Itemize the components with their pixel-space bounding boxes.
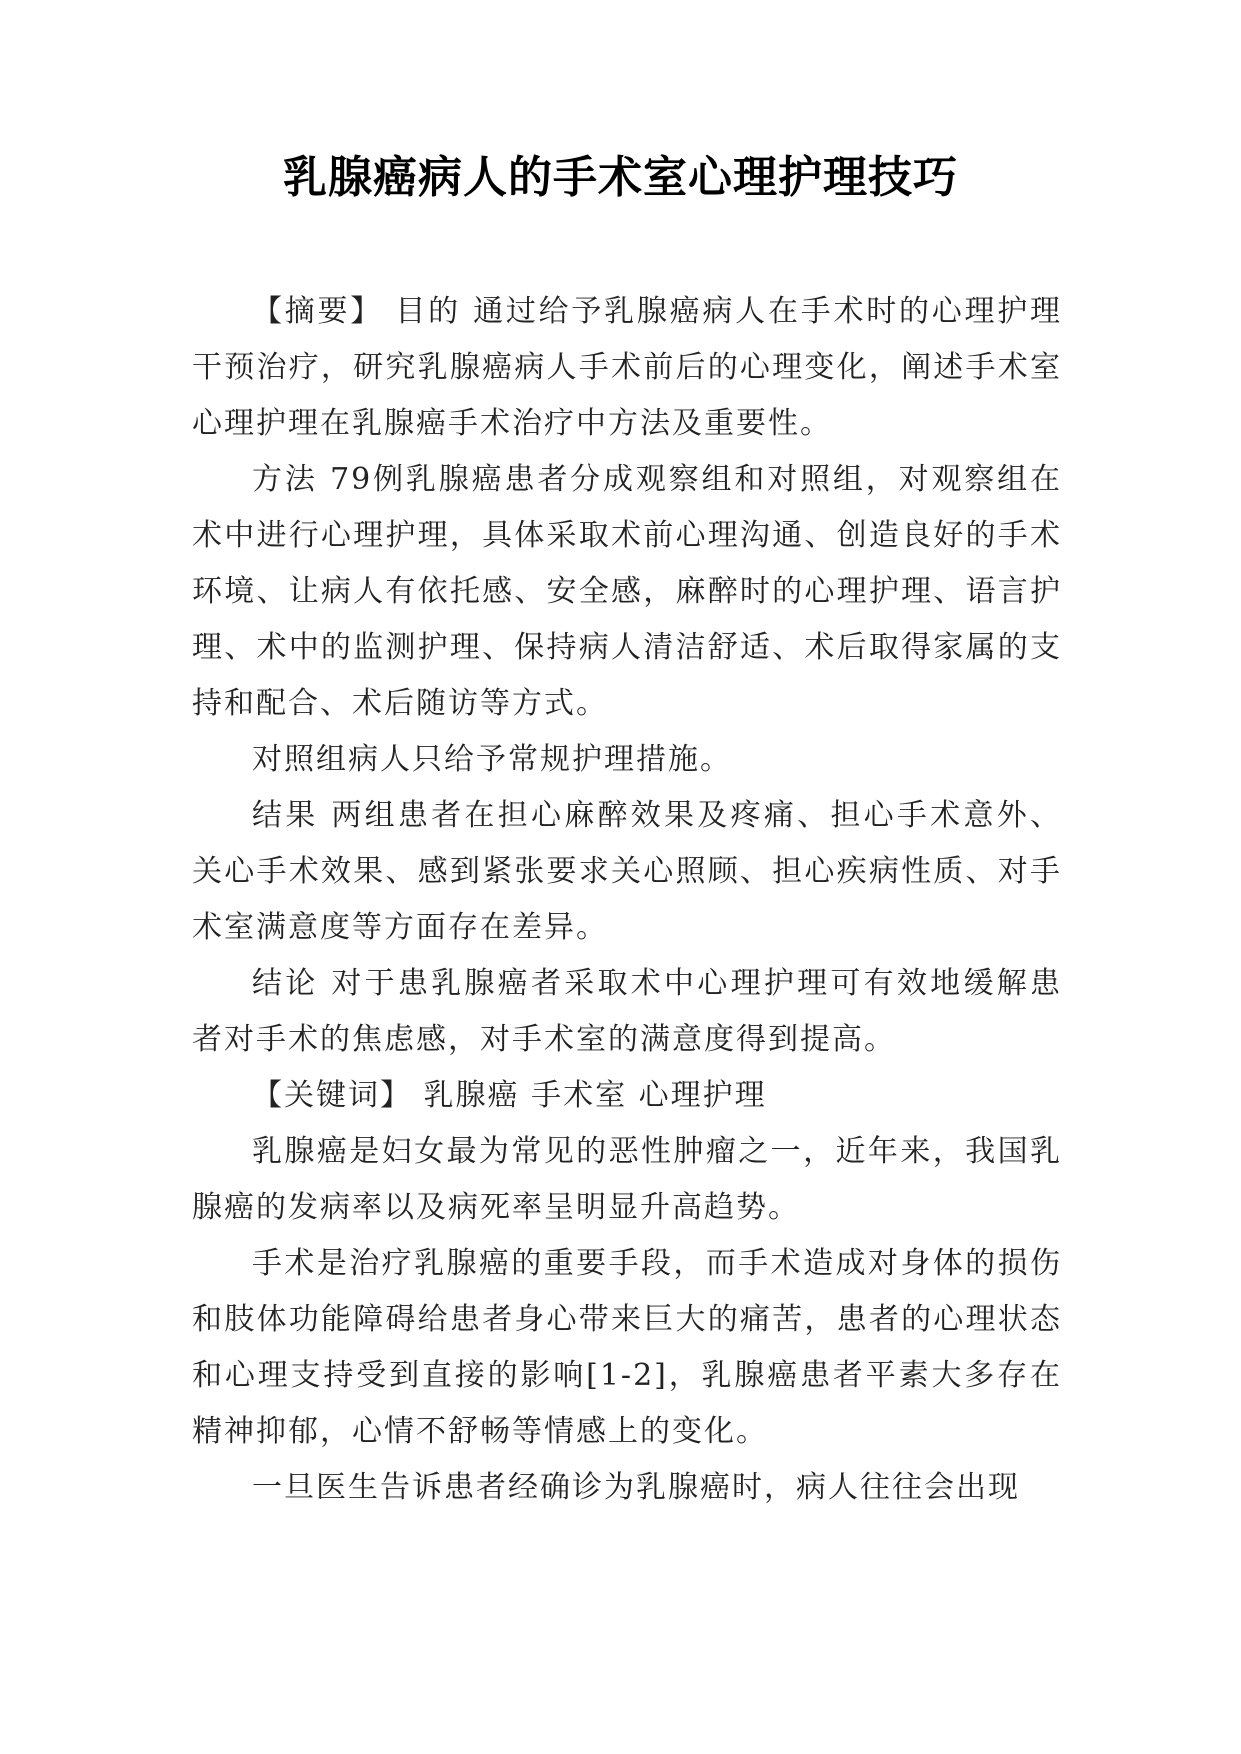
diagnosis-paragraph: 一旦医生告诉患者经确诊为乳腺癌时，病人往往会出现	[252, 1470, 1020, 1505]
intro-paragraph: 乳腺癌是妇女最为常见的恶性肿瘤之一，近年来，我国乳腺癌的发病率以及病死率呈明显升高趋势。	[192, 1134, 1062, 1225]
results-paragraph: 结果 两组患者在担心麻醉效果及疼痛、担心手术意外、关心手术效果、感到紧张要求关心照顾、担心疾病性质、对手术室满意度等方面存在差异。	[192, 798, 1062, 945]
document-title: 乳腺癌病人的手术室心理护理技巧	[283, 152, 958, 203]
control-group-paragraph: 对照组病人只给予常规护理措施。	[252, 742, 732, 777]
abstract-paragraph: 【摘要】 目的 通过给予乳腺癌病人在手术时的心理护理干预治疗，研究乳腺癌病人手术前后的心理变化，阐述手术室心理护理在乳腺癌手术治疗中方法及重要性。	[192, 294, 1062, 441]
methods-paragraph: 方法 79例乳腺癌患者分成观察组和对照组，对观察组在术中进行心理护理，具体采取术前心理沟通、创造良好的手术环境、让病人有依托感、安全感，麻醉时的心理护理、语言护理、术中的监测护理、保持病人清洁舒适、术后取得家属的支持和配合、术后随访等方式。	[192, 462, 1062, 721]
document-body	[192, 284, 1062, 1516]
conclusion-paragraph: 结论 对于患乳腺癌者采取术中心理护理可有效地缓解患者对手术的焦虑感，对手术室的满意度得到提高。	[192, 966, 1062, 1057]
keywords-paragraph: 【关键词】 乳腺癌 手术室 心理护理	[252, 1078, 767, 1113]
surgery-paragraph: 手术是治疗乳腺癌的重要手段，而手术造成对身体的损伤和肢体功能障碍给患者身心带来巨大的痛苦，患者的心理状态和心理支持受到直接的影响[1-2]，乳腺癌患者平素大多存在精神抑郁，心情不舒畅等情感上的变化。	[192, 1246, 1062, 1449]
